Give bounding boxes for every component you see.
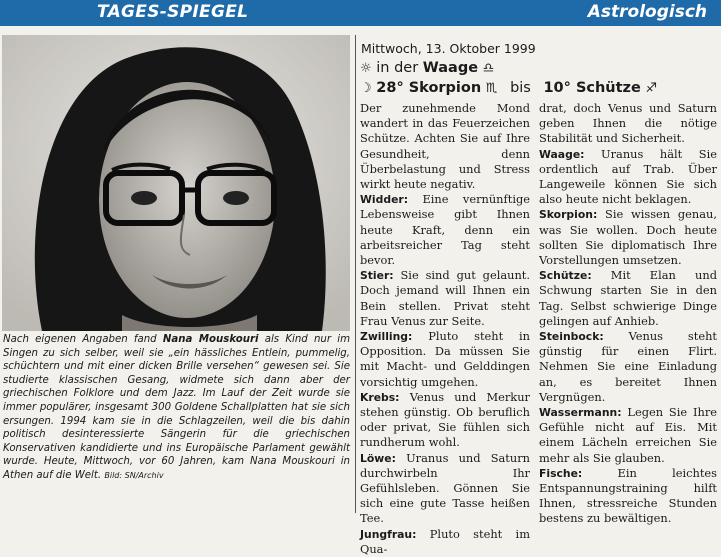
sun-icon: ☼ xyxy=(360,61,372,76)
sign-text: Ein leichtes Entspannungstraining hilft Ihnen, stressreiche Stunden bestens zu bewältigen. xyxy=(539,465,717,526)
caption-text-start: Nach eigenen Angaben fand xyxy=(3,334,163,345)
horoscope-entry xyxy=(539,268,717,329)
portrait-illustration xyxy=(2,35,350,331)
portrait-photo xyxy=(2,35,350,331)
horoscope-column-2 xyxy=(539,101,717,527)
sun-prefix: in der xyxy=(376,60,419,76)
horoscope-column-1 xyxy=(360,101,530,557)
sagittarius-icon: ♐ xyxy=(645,81,658,96)
sign-text: Sie sind gut gelaunt. Doch jemand will Ihnen ein Bein stellen. Privat steht Frau Venus zur Seite. xyxy=(360,268,530,328)
horoscope-entry xyxy=(539,207,717,268)
sign-label: Fische: xyxy=(539,466,583,480)
horoscope-entry xyxy=(360,527,530,557)
moon-sign-line xyxy=(360,80,657,96)
scorpio-icon: ♏ xyxy=(485,81,498,96)
continued-text: drat, doch Venus und Saturn geben Ihnen die nötige Stabilität und Sicherheit. xyxy=(539,101,717,146)
moon-end: 10° Schütze xyxy=(543,80,641,96)
caption-name: Nana Mouskouri xyxy=(162,334,259,345)
sign-text: Pluto steht im Qua- xyxy=(360,526,531,556)
horoscope-entry xyxy=(539,405,717,466)
horoscope-date: Mittwoch, 13. Oktober 1999 xyxy=(361,41,536,56)
sign-label: Jungfrau: xyxy=(360,527,417,541)
sign-label: Krebs: xyxy=(360,390,400,404)
sign-label: Skorpion: xyxy=(539,208,598,222)
intro-text: Der zunehmende Mond wandert in das Feuerzeichen Schütze. Achten Sie auf Ihre Gesundheit, denn Überbelastung und Stress wirkt heute negativ. xyxy=(360,101,530,192)
sign-text: Venus und Merkur stehen günstig. Ob beruflich oder privat, Sie fühlen sich rundherum wohl. xyxy=(360,389,530,450)
sign-text: Legen Sie Ihre Gefühle nicht auf Eis. Mit einem Lächeln erreichen Sie mehr als Sie glauben. xyxy=(539,405,717,465)
horoscope-entry xyxy=(539,147,717,208)
sign-text: Eine vernünftige Lebensweise gibt Ihnen heute Kraft, denn ein arbeitsreicher Tag steht bevor. xyxy=(360,192,530,268)
sign-label: Widder: xyxy=(360,193,409,207)
photo-credit: Bild: SN/Archiv xyxy=(104,470,164,480)
horoscope-entry xyxy=(360,451,530,527)
moon-start: 28° Skorpion xyxy=(376,80,482,96)
sign-text: Mit Elan und Schwung starten Sie in den Tag. Selbst schwierige Dinge gelingen auf Anhieb. xyxy=(539,268,717,328)
horoscope-entry xyxy=(360,329,530,390)
column-divider xyxy=(355,35,356,513)
sign-label: Steinbock: xyxy=(539,330,604,344)
sign-text: Uranus und Saturn durchwirbeln Ihr Gefühlsleben. Gönnen Sie sich eine gute Tasse heißen Tee. xyxy=(360,450,530,526)
moon-mid: bis xyxy=(510,80,531,96)
photo-caption xyxy=(3,333,350,483)
caption-text-rest: als Kind nur im Singen zu sich selber, weil sie „ein hässliches Entlein, pummelig, schüchtern und mit einer dicken Brille versehen“ gewesen sei. Sie studierte klassischen Gesang, widmete sich dann aber der griechischen Folklore und dem Jazz. Im Lauf der Zeit wurde sie immer populärer, insgesamt 300 Goldene Schallplatten hat sie sich ersungen. 1994 kam sie in die Schlagzeilen, weil die bis dahin politisch desinteressierte Sängerin für die griechischen Konservativen kandidierte und ins Europäische Parlament gewählt wurde. Heute, Mittwoch, vor 60 Jahren, kam Nana Mouskouri in Athen auf die Welt. xyxy=(3,334,351,481)
sun-sign-line xyxy=(360,60,494,76)
moon-icon: ☽ xyxy=(360,81,372,96)
section-title: TAGES-SPIEGEL xyxy=(97,2,249,22)
sign-text: Sie wissen genau, was Sie wollen. Doch heute sollten Sie diplomatisch Ihre Vorstellungen umsetzen. xyxy=(539,207,717,268)
sign-label: Löwe: xyxy=(360,451,396,465)
sign-text: Pluto steht in Opposition. Da müssen Sie mit Macht- und Gelddingen vorsichtig umgehen. xyxy=(360,329,530,389)
libra-icon: ♎ xyxy=(482,61,495,76)
sign-text: Venus steht günstig für einen Flirt. Nehmen Sie eine Einladung an, es bereitet Ihnen Vergnügen. xyxy=(539,329,717,404)
horoscope-entry xyxy=(539,466,717,527)
masthead-bar xyxy=(0,0,721,26)
sign-label: Zwilling: xyxy=(360,330,413,344)
horoscope-entry xyxy=(360,192,530,268)
section-label: Astrologisch xyxy=(587,2,707,22)
horoscope-entry xyxy=(539,329,717,405)
sun-sign: Waage xyxy=(422,60,479,76)
sign-label: Stier: xyxy=(360,269,394,283)
sign-label: Schütze: xyxy=(539,269,592,283)
sign-label: Waage: xyxy=(539,147,585,161)
horoscope-entry xyxy=(360,390,530,451)
horoscope-entry xyxy=(360,268,530,329)
sign-label: Wassermann: xyxy=(539,406,622,420)
sign-text: Uranus hält Sie ordentlich auf Trab. Über Langeweile können Sie sich also heute nicht beklagen. xyxy=(539,146,717,207)
